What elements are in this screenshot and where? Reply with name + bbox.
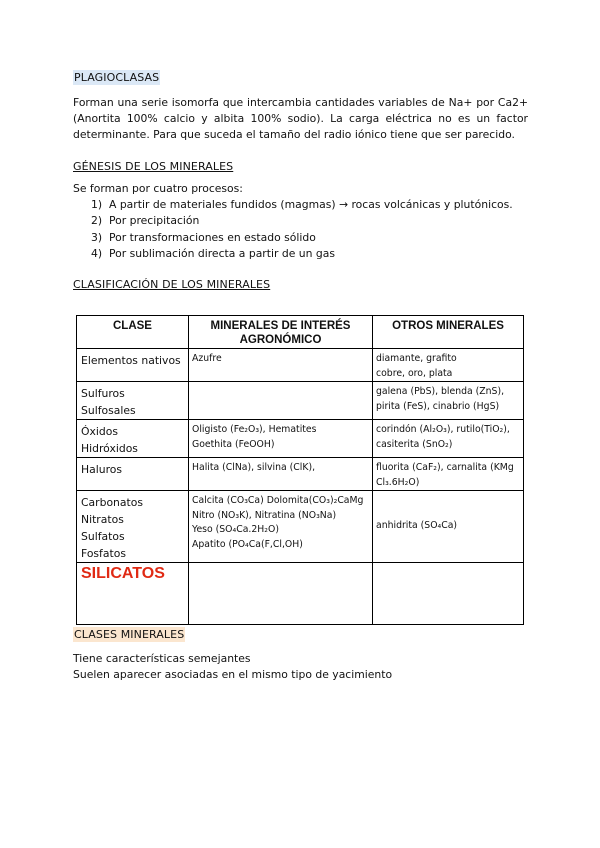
heading-clases-minerales-text: CLASES MINERALES bbox=[74, 628, 185, 641]
table-row bbox=[77, 458, 524, 491]
table-header-row bbox=[77, 316, 524, 349]
clases-minerales-line-2: Suelen aparecer asociadas en el mismo tipo de yacimiento bbox=[73, 668, 393, 681]
cell-agronomico: Calcita (CO₃Ca) Dolomita(CO₃)₂CaMg Nitro (NO₃K), Nitratina (NO₃Na) Yeso (SO₄Ca.2H₂O) Apatito (PO₄Ca(F,Cl,OH) bbox=[189, 491, 373, 563]
table-row bbox=[77, 420, 524, 458]
list-item: 1) A partir de materiales fundidos (magmas) → rocas volcánicas y plutónicos. bbox=[91, 198, 513, 211]
cell-agronomico bbox=[189, 382, 373, 420]
minerals-table bbox=[76, 315, 524, 625]
col-header-agronomico: MINERALES DE INTERÉS AGRONÓMICO bbox=[189, 316, 373, 349]
cell-agronomico: Azufre bbox=[189, 349, 373, 382]
heading-genesis-text: GÉNESIS DE LOS MINERALES bbox=[73, 160, 234, 173]
cell-otros: fluorita (CaF₂), carnalita (KMg Cl₃.6H₂O) bbox=[373, 458, 524, 491]
heading-plagioclasas-text: PLAGIOCLASAS bbox=[74, 71, 160, 84]
cell-otros: diamante, grafito cobre, oro, plata bbox=[373, 349, 524, 382]
cell-otros: corindón (Al₂O₃), rutilo(TiO₂), casiterita (SnO₂) bbox=[373, 420, 524, 458]
col-header-otros: OTROS MINERALES bbox=[373, 316, 524, 349]
cell-otros: galena (PbS), blenda (ZnS), pirita (FeS), cinabrio (HgS) bbox=[373, 382, 524, 420]
heading-genesis bbox=[73, 160, 233, 173]
cell-clase: Sulfuros Sulfosales bbox=[77, 382, 189, 420]
genesis-list bbox=[91, 197, 513, 262]
genesis-intro: Se forman por cuatro procesos: bbox=[73, 182, 243, 195]
cell-agronomico bbox=[189, 563, 373, 625]
heading-clases-minerales bbox=[73, 628, 185, 641]
cell-agronomico: Oligisto (Fe₂O₃), Hematites Goethita (FeOOH) bbox=[189, 420, 373, 458]
table-row bbox=[77, 491, 524, 563]
cell-clase: Carbonatos Nitratos Sulfatos Fosfatos bbox=[77, 491, 189, 563]
cell-otros: anhidrita (SO₄Ca) bbox=[373, 491, 524, 563]
col-header-clase: CLASE bbox=[77, 316, 189, 349]
cell-otros bbox=[373, 563, 524, 625]
list-item: 2) Por precipitación bbox=[91, 214, 200, 228]
plagioclasas-paragraph: Forman una serie isomorfa que intercambia cantidades variables de Na+ por Ca2+ (Anortita 100% calcio y albita 100% sodio). La carga eléctrica no es un factor determinante. Para que suceda el tamaño del radio iónico tiene que ser parecido. bbox=[73, 96, 528, 141]
heading-clasificacion-text: CLASIFICACIÓN DE LOS MINERALES bbox=[73, 278, 271, 291]
heading-plagioclasas bbox=[73, 71, 160, 84]
cell-clase: Elementos nativos bbox=[77, 349, 189, 382]
clases-minerales-line-1: Tiene características semejantes bbox=[73, 652, 251, 665]
cell-clase: Óxidos Hidróxidos bbox=[77, 420, 189, 458]
cell-clase: Haluros bbox=[77, 458, 189, 491]
table-row bbox=[77, 382, 524, 420]
table-row bbox=[77, 349, 524, 382]
cell-agronomico: Halita (ClNa), silvina (ClK), bbox=[189, 458, 373, 491]
cell-silicatos: SILICATOS bbox=[77, 563, 189, 625]
heading-clasificacion bbox=[73, 278, 270, 291]
table-row bbox=[77, 563, 524, 625]
list-item: 4) Por sublimación directa a partir de un gas bbox=[91, 246, 335, 260]
list-item: 3) Por transformaciones en estado sólido bbox=[91, 230, 316, 244]
